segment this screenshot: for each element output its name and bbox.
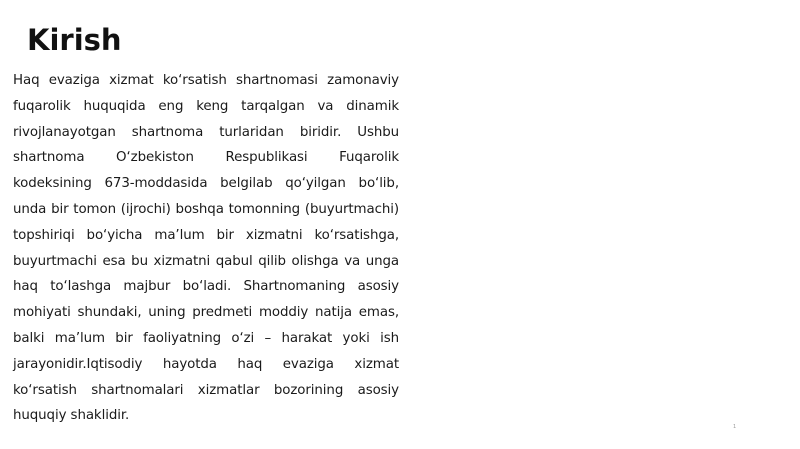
slide-body-text: Haq evaziga xizmat ko‘rsatish shartnomasi zamonaviy fuqarolik huquqida eng keng tarqalgan va dinamik rivojlanayotgan shartnoma turlaridan biridir. Ushbu shartnoma O‘zbekiston Respublikasi Fuqarolik kodeksining 673-moddasida belgilab qo‘yilgan bo‘lib, unda bir tomon (ijrochi) boshqa tomonning (buyurtmachi) topshiriqi bo‘yicha ma’lum bir xizmatni ko‘rsatishga, buyurtmachi esa bu xizmatni qabul qilib olishga va unga haq to‘lashga majbur bo‘ladi. Shartnomaning asosiy mohiyati shundaki, uning predmeti moddiy natija emas, balki ma’lum bir faoliyatning o‘zi – harakat yoki ish jarayonidir.Iqtisodiy hayotda haq evaziga xizmat ko‘rsatish shartnomalari xizmatlar bozorining asosiy huquqiy shaklidir. xyxy=(13,73,399,424)
slide-title: Kirish xyxy=(27,23,122,57)
page-number: 1 xyxy=(733,424,737,430)
